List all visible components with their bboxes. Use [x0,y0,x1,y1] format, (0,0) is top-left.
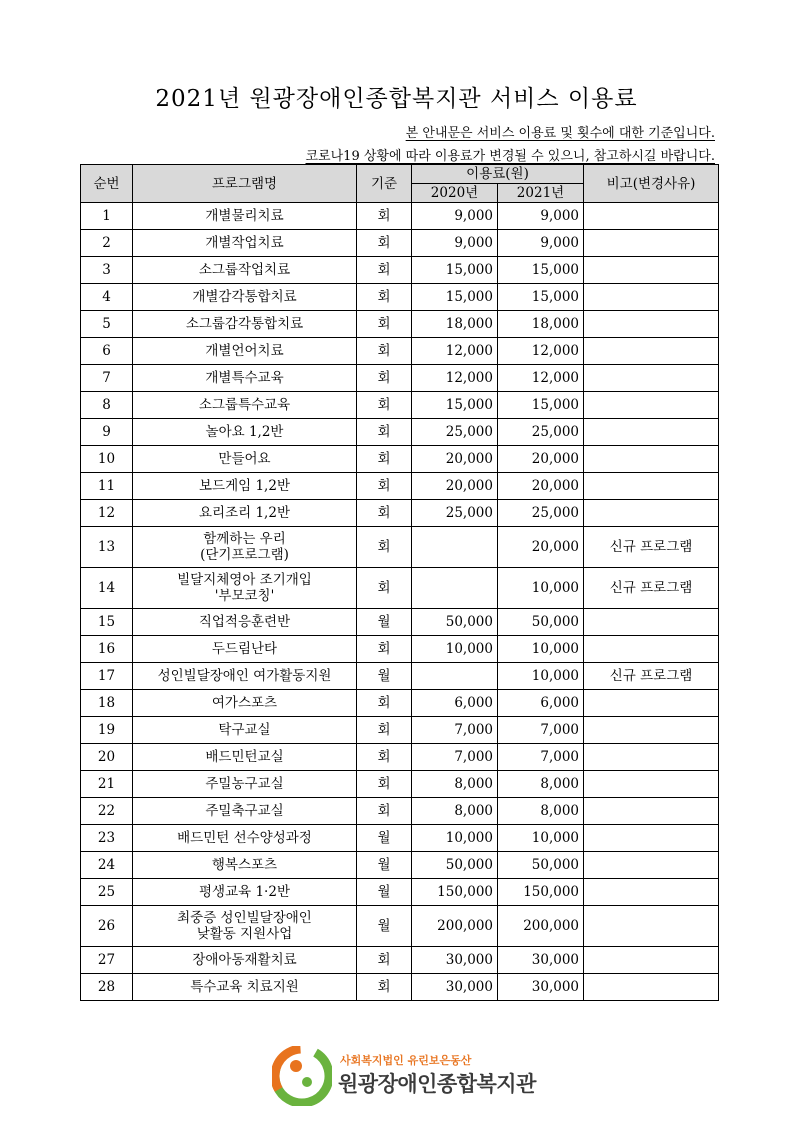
program-name-line: 함께하는 우리 [203,531,286,547]
organization-logo [272,1046,536,1106]
fee-2020: 9,000 [412,203,498,230]
program-name-line: 낮활동 지원사업 [196,926,293,942]
logo-subtitle: 사회복지법인 유린보은동산 [340,1054,472,1067]
remarks [584,744,719,771]
program-name [133,825,357,852]
fee-basis: 회 [357,338,412,365]
fee-2021: 10,000 [498,663,584,690]
program-name [133,609,357,636]
table-row [81,365,719,392]
program-name [133,636,357,663]
row-number: 12 [81,500,133,527]
program-name-line: 주밀축구교실 [205,803,284,819]
table-row [81,636,719,663]
table-row [81,311,719,338]
fee-basis: 회 [357,419,412,446]
table-row [81,906,719,947]
program-name-line: 개별특수교육 [205,370,284,386]
table-row [81,500,719,527]
fee-basis: 회 [357,798,412,825]
program-name [133,568,357,609]
table-row [81,825,719,852]
program-name-line: 개별언어치료 [205,343,284,359]
row-number: 9 [81,419,133,446]
fee-2021: 20,000 [498,473,584,500]
program-name-line: 행복스포츠 [211,857,278,873]
table-row [81,663,719,690]
table-row [81,284,719,311]
program-name-line: 두드림난타 [211,641,278,657]
row-number: 18 [81,690,133,717]
program-name [133,365,357,392]
program-name-line: (단기프로그램) [200,547,289,563]
fee-2020: 50,000 [412,852,498,879]
row-number: 21 [81,771,133,798]
table-row [81,771,719,798]
table-row [81,717,719,744]
fee-basis: 회 [357,446,412,473]
row-number: 1 [81,203,133,230]
table-row [81,392,719,419]
program-name [133,311,357,338]
table-row [81,609,719,636]
fee-2020: 7,000 [412,717,498,744]
fee-2020: 15,000 [412,284,498,311]
program-name [133,744,357,771]
row-number: 17 [81,663,133,690]
program-name-line: 성인빌달장애인 여가활동지원 [157,668,332,684]
table-row [81,690,719,717]
fee-table-body [81,203,719,1001]
fee-2021: 9,000 [498,230,584,257]
program-name [133,663,357,690]
program-name [133,798,357,825]
remarks [584,852,719,879]
row-number: 23 [81,825,133,852]
remarks [584,500,719,527]
program-name-line: 소그룹작업치료 [198,262,291,278]
fee-2021: 15,000 [498,257,584,284]
fee-basis: 회 [357,257,412,284]
program-name-line: 최중증 성인빌달장애인 [177,910,312,926]
row-number: 5 [81,311,133,338]
fee-basis: 회 [357,365,412,392]
fee-2021: 9,000 [498,203,584,230]
program-name-line: 배드민턴 선수양성과정 [177,830,312,846]
fee-2021: 30,000 [498,947,584,974]
program-name [133,284,357,311]
fee-2020: 30,000 [412,974,498,1001]
table-row [81,852,719,879]
table-row [81,257,719,284]
row-number: 7 [81,365,133,392]
fee-basis: 회 [357,974,412,1001]
program-name [133,974,357,1001]
row-number: 20 [81,744,133,771]
remarks [584,798,719,825]
program-name-line: '부모코칭' [214,588,275,604]
fee-2021: 150,000 [498,879,584,906]
table-row [81,744,719,771]
table-row [81,798,719,825]
remarks [584,257,719,284]
fee-2021: 50,000 [498,609,584,636]
row-number: 24 [81,852,133,879]
program-name [133,906,357,947]
remarks [584,311,719,338]
program-name [133,690,357,717]
program-name [133,230,357,257]
fee-basis: 회 [357,568,412,609]
program-name-line: 주밀농구교실 [205,776,284,792]
fee-2021: 25,000 [498,419,584,446]
remarks [584,203,719,230]
header-2020: 2020년 [412,184,498,203]
program-name-line: 소그룹특수교육 [198,397,291,413]
row-number: 8 [81,392,133,419]
fee-basis: 월 [357,879,412,906]
program-name [133,338,357,365]
program-name [133,852,357,879]
notice-line-2: 코로나19 상황에 따라 이용료가 변경될 수 있으니, 참고하시길 바랍니다. [305,149,715,164]
fee-2021: 200,000 [498,906,584,947]
fee-basis: 월 [357,852,412,879]
fee-2021: 12,000 [498,365,584,392]
program-name-line: 개별작업치료 [205,235,284,251]
fee-2021: 15,000 [498,392,584,419]
program-name [133,717,357,744]
row-number: 3 [81,257,133,284]
remarks [584,825,719,852]
program-name [133,392,357,419]
header-basis: 기준 [357,165,412,203]
program-name [133,879,357,906]
header-program: 프로그램명 [133,165,357,203]
remarks [584,879,719,906]
program-name-line: 보드게임 1,2반 [199,478,290,494]
row-number: 4 [81,284,133,311]
program-name [133,500,357,527]
table-row [81,879,719,906]
program-name-line: 만들어요 [218,451,271,467]
row-number: 22 [81,798,133,825]
fee-2021: 30,000 [498,974,584,1001]
fee-2020 [412,663,498,690]
table-row [81,203,719,230]
fee-2020 [412,568,498,609]
fee-2021: 6,000 [498,690,584,717]
logo-name: 원광장애인종합복지관 [338,1072,536,1096]
program-name [133,527,357,568]
program-name [133,771,357,798]
fee-basis: 회 [357,771,412,798]
remarks [584,947,719,974]
fee-2021: 8,000 [498,798,584,825]
fee-2020: 200,000 [412,906,498,947]
fee-2021: 15,000 [498,284,584,311]
header-no: 순번 [81,165,133,203]
fee-2020: 10,000 [412,825,498,852]
fee-basis: 회 [357,744,412,771]
fee-2021: 18,000 [498,311,584,338]
fee-2021: 20,000 [498,446,584,473]
fee-2021: 50,000 [498,852,584,879]
remarks [584,365,719,392]
program-name-line: 평생교육 1·2반 [199,884,290,900]
fee-2020: 20,000 [412,473,498,500]
fee-table [80,164,719,1001]
row-number: 16 [81,636,133,663]
program-name-line: 개별물리치료 [205,208,284,224]
fee-2021: 20,000 [498,527,584,568]
fee-2020: 8,000 [412,798,498,825]
remarks [584,636,719,663]
fee-basis: 회 [357,527,412,568]
remarks [584,419,719,446]
header-fee: 이용료(원) [412,165,584,184]
logo-mark-icon [272,1046,332,1106]
program-name-line: 장애아동재활치료 [192,952,297,968]
remarks [584,906,719,947]
header-remarks: 비고(변경사유) [584,165,719,203]
fee-2020: 150,000 [412,879,498,906]
fee-basis: 회 [357,636,412,663]
remarks [584,974,719,1001]
row-number: 25 [81,879,133,906]
table-row [81,947,719,974]
fee-basis: 월 [357,825,412,852]
fee-2020: 50,000 [412,609,498,636]
fee-2020: 18,000 [412,311,498,338]
program-name [133,203,357,230]
table-row [81,446,719,473]
program-name-line: 직업적응훈련반 [198,614,291,630]
fee-2020: 20,000 [412,446,498,473]
fee-2020: 8,000 [412,771,498,798]
program-name-line: 여가스포츠 [211,695,278,711]
program-name-line: 놀아요 1,2반 [205,424,284,440]
row-number: 14 [81,568,133,609]
row-number: 28 [81,974,133,1001]
fee-basis: 회 [357,284,412,311]
fee-2020: 6,000 [412,690,498,717]
row-number: 10 [81,446,133,473]
table-row [81,974,719,1001]
program-name-line: 탁구교실 [218,722,271,738]
row-number: 2 [81,230,133,257]
remarks: 신규 프로그램 [584,568,719,609]
fee-2020: 12,000 [412,338,498,365]
fee-2021: 8,000 [498,771,584,798]
table-row [81,230,719,257]
fee-2020: 15,000 [412,257,498,284]
fee-basis: 회 [357,392,412,419]
fee-basis: 회 [357,717,412,744]
table-row [81,338,719,365]
table-row [81,419,719,446]
fee-2021: 10,000 [498,568,584,609]
fee-basis: 회 [357,500,412,527]
remarks [584,609,719,636]
program-name-line: 빌달지체영아 조기개입 [177,572,312,588]
row-number: 15 [81,609,133,636]
remarks: 신규 프로그램 [584,527,719,568]
fee-2021: 7,000 [498,744,584,771]
fee-2020: 7,000 [412,744,498,771]
fee-2020: 25,000 [412,419,498,446]
fee-basis: 회 [357,473,412,500]
remarks [584,717,719,744]
program-name [133,473,357,500]
table-row [81,527,719,568]
row-number: 11 [81,473,133,500]
program-name [133,446,357,473]
fee-2020: 12,000 [412,365,498,392]
notice-line-1: 본 안내문은 서비스 이용료 및 횟수에 대한 기준입니다. [405,126,715,141]
fee-2020: 15,000 [412,392,498,419]
row-number: 13 [81,527,133,568]
fee-basis: 월 [357,663,412,690]
row-number: 19 [81,717,133,744]
remarks [584,446,719,473]
program-name [133,419,357,446]
program-name-line: 특수교육 치료지원 [190,979,299,995]
fee-2021: 25,000 [498,500,584,527]
fee-2021: 12,000 [498,338,584,365]
remarks: 신규 프로그램 [584,663,719,690]
fee-basis: 회 [357,230,412,257]
fee-basis: 회 [357,947,412,974]
fee-2021: 10,000 [498,825,584,852]
fee-basis: 회 [357,203,412,230]
row-number: 6 [81,338,133,365]
fee-2021: 7,000 [498,717,584,744]
header-2021: 2021년 [498,184,584,203]
remarks [584,473,719,500]
table-row [81,473,719,500]
remarks [584,771,719,798]
program-name-line: 소그룹감각통합치료 [185,316,304,332]
row-number: 26 [81,906,133,947]
fee-2020: 25,000 [412,500,498,527]
fee-2021: 10,000 [498,636,584,663]
row-number: 27 [81,947,133,974]
program-name [133,257,357,284]
program-name-line: 개별감각통합치료 [192,289,297,305]
fee-2020 [412,527,498,568]
remarks [584,690,719,717]
remarks [584,230,719,257]
fee-basis: 월 [357,609,412,636]
program-name [133,947,357,974]
remarks [584,284,719,311]
fee-basis: 회 [357,311,412,338]
remarks [584,338,719,365]
program-name-line: 배드민턴교실 [205,749,284,765]
fee-2020: 30,000 [412,947,498,974]
remarks [584,392,719,419]
table-row [81,568,719,609]
fee-basis: 회 [357,690,412,717]
page-title: 2021년 원광장애인종합복지관 서비스 이용료 [155,86,638,112]
fee-2020: 10,000 [412,636,498,663]
program-name-line: 요리조리 1,2반 [199,505,290,521]
fee-2020: 9,000 [412,230,498,257]
fee-basis: 월 [357,906,412,947]
